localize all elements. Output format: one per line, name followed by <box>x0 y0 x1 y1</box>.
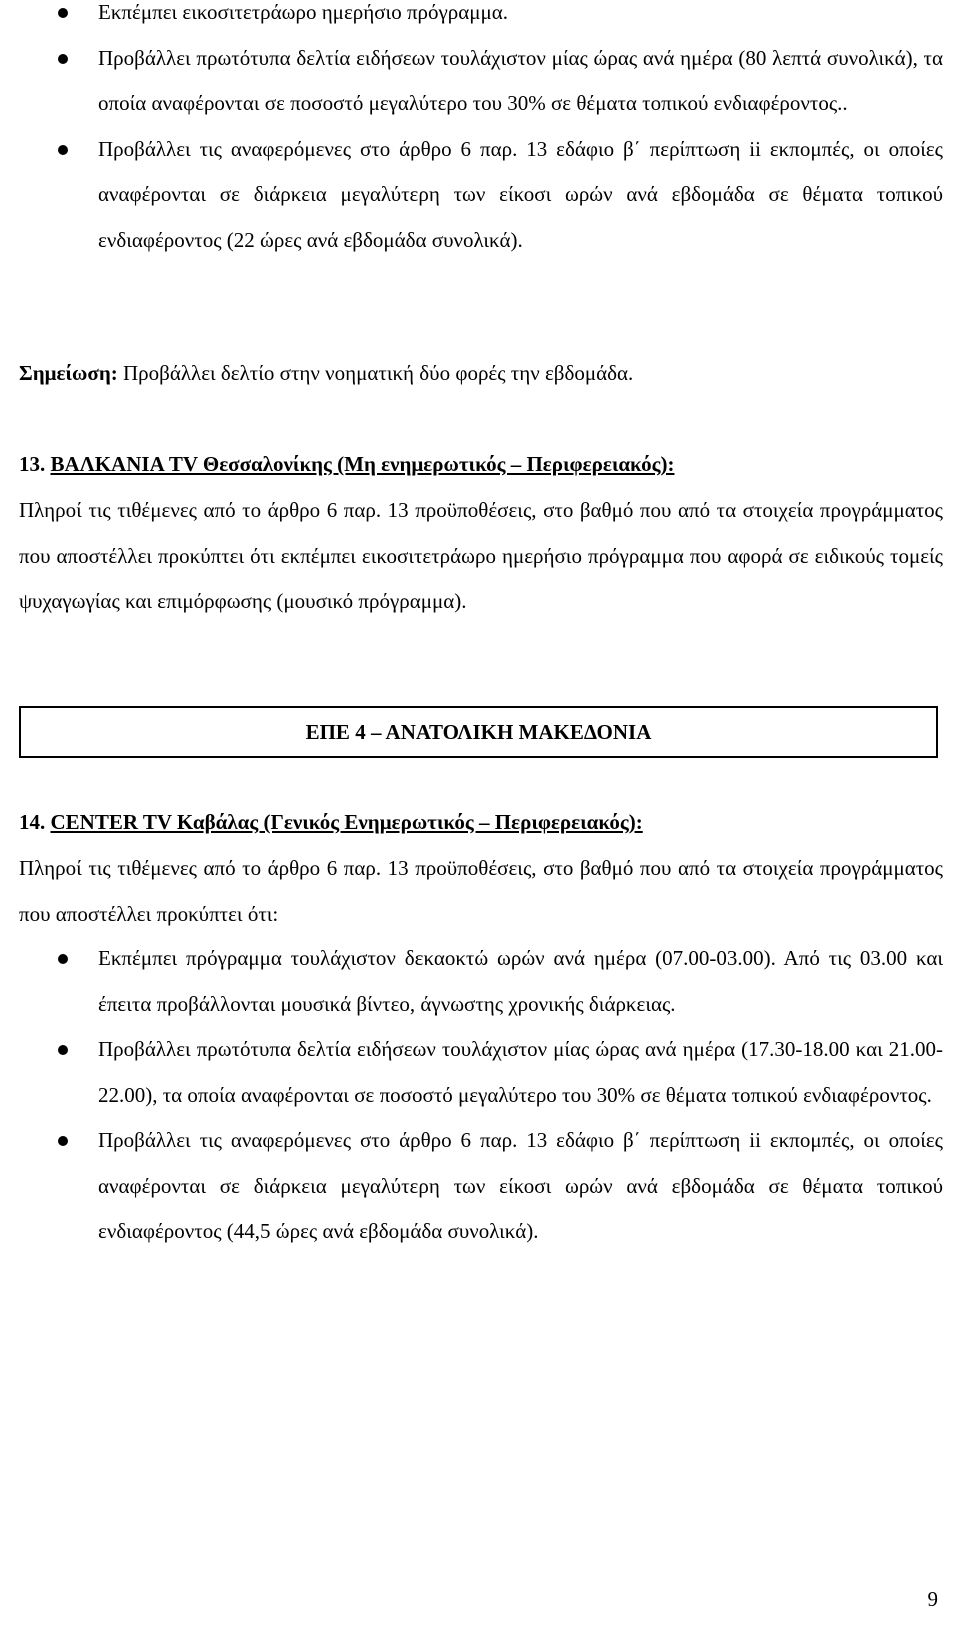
section-14-body: Πληροί τις τιθέμενες από το άρθρο 6 παρ. 13 προϋποθέσεις, στο βαθμό που από τα στοιχεία προγράμματος που αποστέλλει προκύπτει ότι: <box>19 856 943 926</box>
top-bullet-list <box>19 0 943 263</box>
list-item: Προβάλλει τις αναφερόμενες στο άρθρο 6 παρ. 13 εδάφιο β΄ περίπτωση ii εκπομπές, οι οποίες αναφέρονται σε διάρκεια μεγαλύτερη των είκοσι ωρών ανά εβδομάδα σε θέματα τοπικού ενδιαφέροντος (44,5 ώρες ανά εβδομάδα συνολικά). <box>19 1118 943 1255</box>
list-item: Εκπέμπει πρόγραμμα τουλάχιστον δεκαοκτώ ωρών ανά ημέρα (07.00-03.00). Από τις 03.00 και έπειτα προβάλλονται μουσικά βίντεο, άγνωστης χρονικής διάρκειας. <box>19 936 943 1027</box>
note-text: Προβάλλει δελτίο στην νοηματική δύο φορές την εβδομάδα. <box>117 361 634 385</box>
section-13-body: Πληροί τις τιθέμενες από το άρθρο 6 παρ. 13 προϋποθέσεις, στο βαθμό που από τα στοιχεία προγράμματος που αποστέλλει προκύπτει ότι εκπέμπει εικοσιτετράωρο ημερήσιο πρόγραμμα που αφορά σε ειδικούς τομείς ψυχαγωγίας και επιμόρφωσης (μουσικό πρόγραμμα). <box>19 498 943 613</box>
section-number: 14. <box>19 810 51 834</box>
bullet-icon <box>58 8 68 18</box>
list-item: Προβάλλει πρωτότυπα δελτία ειδήσεων τουλάχιστον μίας ώρας ανά ημέρα (17.30-18.00 και 21.00-22.00), τα οποία αναφέρονται σε ποσοστό μεγαλύτερο του 30% σε θέματα τοπικού ενδιαφέροντος. <box>19 1027 943 1118</box>
section-14-heading <box>19 800 943 846</box>
page-number: 9 <box>927 1587 938 1611</box>
bullet-icon <box>58 954 68 964</box>
section-13-heading <box>19 442 943 488</box>
list-item: Προβάλλει πρωτότυπα δελτία ειδήσεων τουλάχιστον μίας ώρας ανά ημέρα (80 λεπτά συνολικά), τα οποία αναφέρονται σε ποσοστό μεγαλύτερο του 30% σε θέματα τοπικού ενδιαφέροντος.. <box>19 36 943 127</box>
list-item: Προβάλλει τις αναφερόμενες στο άρθρο 6 παρ. 13 εδάφιο β΄ περίπτωση ii εκπομπές, οι οποίες αναφέρονται σε διάρκεια μεγαλύτερη των είκοσι ωρών ανά εβδομάδα σε θέματα τοπικού ενδιαφέροντος (22 ώρες ανά εβδομάδα συνολικά). <box>19 127 943 264</box>
bullet-icon <box>58 1045 68 1055</box>
note-label: Σημείωση: <box>19 361 118 385</box>
section-14-bullet-list <box>19 936 943 1255</box>
list-item: Εκπέμπει εικοσιτετράωρο ημερήσιο πρόγραμμα. <box>19 0 943 36</box>
note-paragraph <box>19 351 943 397</box>
bullet-icon <box>58 54 68 64</box>
region-heading: ΕΠΕ 4 – ΑΝΑΤΟΛΙΚΗ ΜΑΚΕΔΟΝΙΑ <box>305 720 652 744</box>
section-title: ΒΑΛΚΑΝΙΑ TV Θεσσαλονίκης (Μη ενημερωτικός – Περιφερειακός): <box>50 452 675 476</box>
section-number: 13. <box>19 452 51 476</box>
bullet-icon <box>58 1136 68 1146</box>
bullet-icon <box>58 145 68 155</box>
section-title: CENTER TV Καβάλας (Γενικός Ενημερωτικός – Περιφερειακός): <box>50 810 643 834</box>
region-heading-box <box>19 706 938 758</box>
